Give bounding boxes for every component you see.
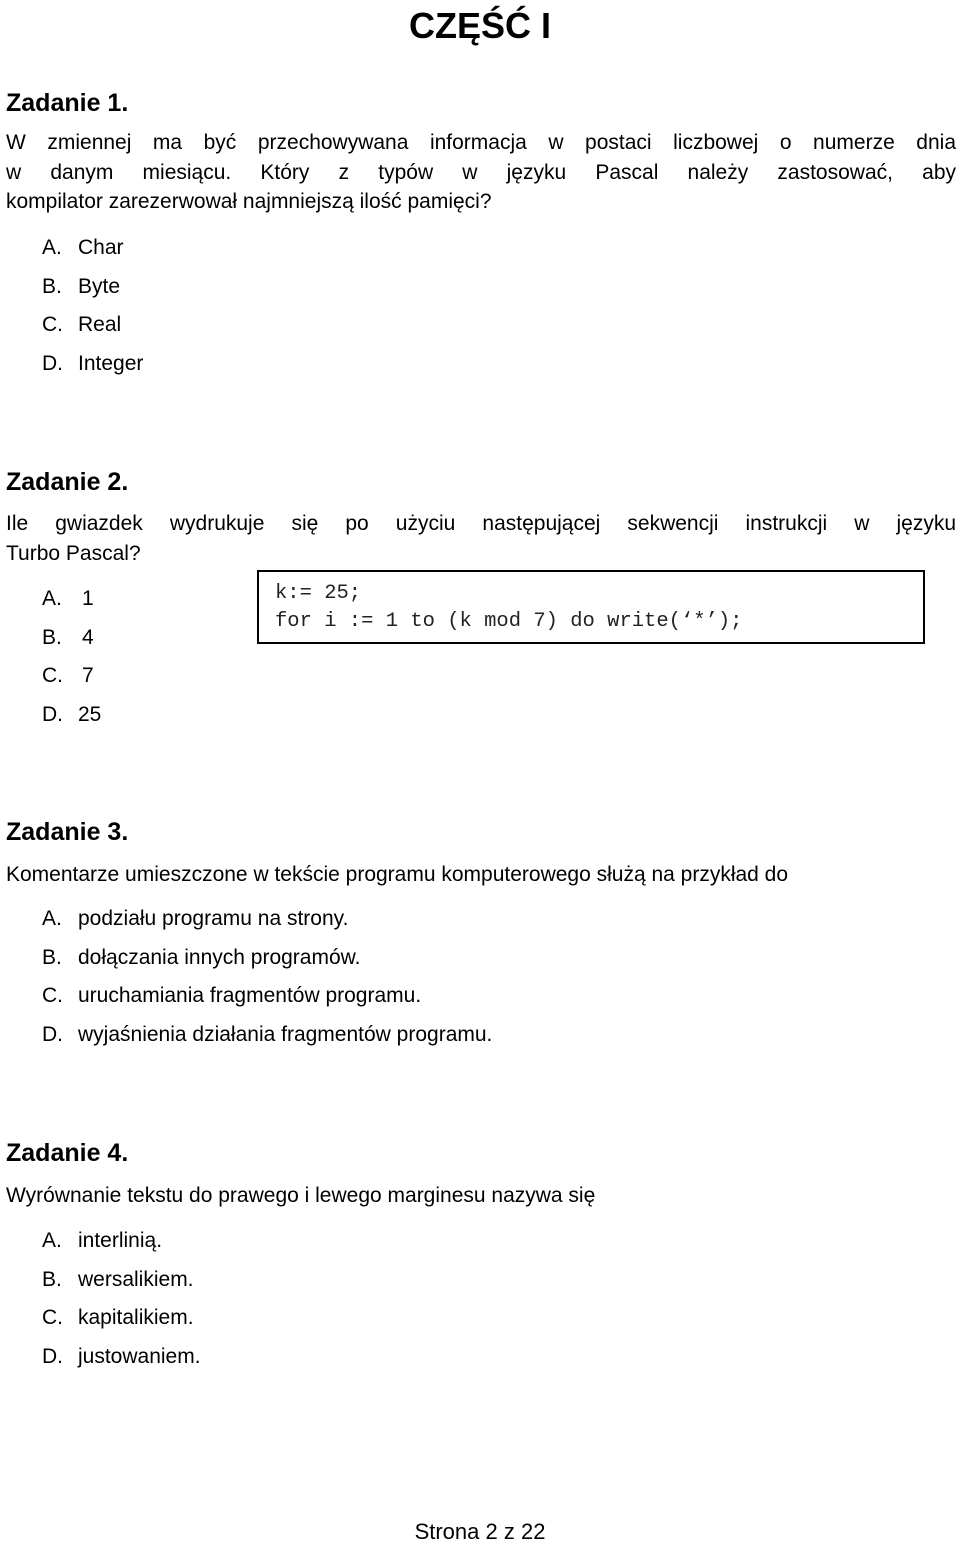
task-4-option-b[interactable] xyxy=(42,1261,201,1300)
option-text: Byte xyxy=(78,274,121,298)
task-2-question-line-1: Ile gwiazdek wydrukuje się po użyciu następującej sekwencji instrukcji w języku xyxy=(6,512,956,535)
option-text: 4 xyxy=(82,625,94,649)
option-letter: D. xyxy=(42,702,63,726)
option-text: Char xyxy=(78,236,124,259)
option-letter: D. xyxy=(42,351,63,375)
task-1-question-line-3: kompilator zarezerwował najmniejszą ilość pamięci? xyxy=(6,190,492,213)
option-text: Integer xyxy=(78,351,144,375)
task-3-options xyxy=(42,900,492,1054)
option-letter: C. xyxy=(42,313,63,336)
task-1-question xyxy=(6,128,956,217)
option-text: wersalikiem. xyxy=(78,1267,194,1291)
task-4-option-a[interactable] xyxy=(42,1222,201,1261)
option-text: podziału programu na strony. xyxy=(78,907,349,930)
option-text: 25 xyxy=(78,702,102,726)
task-1-question-line-2: w danym miesiącu. Który z typów w języku Pascal należy zastosować, aby xyxy=(6,160,956,184)
page-number-footer: Strona 2 z 22 xyxy=(414,1519,546,1544)
task-1-heading: Zadanie 1. xyxy=(6,89,129,117)
task-3-heading: Zadanie 3. xyxy=(6,818,129,846)
option-letter: C. xyxy=(42,984,63,1007)
task-4-option-c[interactable] xyxy=(42,1299,201,1338)
task-3-option-d[interactable] xyxy=(42,1016,492,1055)
option-text: interlinią. xyxy=(78,1229,163,1252)
option-letter: B. xyxy=(42,274,62,298)
option-letter: A. xyxy=(42,236,62,259)
task-1-options xyxy=(42,229,143,383)
task-1-option-a[interactable] xyxy=(42,229,143,268)
task-1-option-b[interactable] xyxy=(42,268,143,307)
task-2-option-a[interactable] xyxy=(42,580,101,619)
option-letter: B. xyxy=(42,1267,62,1291)
task-4-question xyxy=(6,1181,956,1211)
option-text: 1 xyxy=(82,587,94,610)
task-4-heading: Zadanie 4. xyxy=(6,1139,129,1167)
task-2-option-d[interactable] xyxy=(42,696,101,735)
option-letter: A. xyxy=(42,587,62,610)
task-1-option-c[interactable] xyxy=(42,306,143,345)
task-2-heading: Zadanie 2. xyxy=(6,468,129,496)
option-text: dołączania innych programów. xyxy=(78,945,361,969)
option-text: justowaniem. xyxy=(78,1344,201,1368)
task-2-question xyxy=(6,509,956,568)
option-letter: C. xyxy=(42,1306,63,1329)
option-text: wyjaśnienia działania fragmentów programu. xyxy=(78,1022,493,1046)
option-text: 7 xyxy=(82,664,94,687)
option-text: Real xyxy=(78,313,122,336)
task-2-question-line-2: Turbo Pascal? xyxy=(6,541,141,565)
code-snippet-box xyxy=(257,570,925,644)
option-letter: C. xyxy=(42,664,63,687)
option-letter: B. xyxy=(42,625,62,649)
option-letter: A. xyxy=(42,907,62,930)
code-line-2: for i := 1 to (k mod 7) do write(‘*’); xyxy=(275,610,743,633)
option-text: uruchamiania fragmentów programu. xyxy=(78,984,422,1007)
task-3-question xyxy=(6,860,956,890)
task-4-option-d[interactable] xyxy=(42,1338,201,1377)
task-3-option-a[interactable] xyxy=(42,900,492,939)
option-letter: D. xyxy=(42,1344,63,1368)
task-3-option-c[interactable] xyxy=(42,977,492,1016)
task-2-option-c[interactable] xyxy=(42,657,101,696)
option-letter: A. xyxy=(42,1229,62,1252)
task-1-option-d[interactable] xyxy=(42,345,143,384)
code-line-1: k:= 25; xyxy=(275,582,362,605)
task-4-options xyxy=(42,1222,201,1376)
task-2-options xyxy=(42,580,101,734)
task-4-question-line-1: Wyrównanie tekstu do prawego i lewego marginesu nazywa się xyxy=(6,1184,596,1207)
task-3-question-line-1: Komentarze umieszczone w tekście programu komputerowego służą na przykład do xyxy=(6,863,789,886)
part-title: CZĘŚĆ I xyxy=(408,5,551,46)
option-letter: D. xyxy=(42,1022,63,1046)
option-letter: B. xyxy=(42,945,62,969)
task-3-option-b[interactable] xyxy=(42,939,492,978)
task-1-question-line-1: W zmiennej ma być przechowywana informacja w postaci liczbowej o numerze dnia xyxy=(6,131,956,154)
option-text: kapitalikiem. xyxy=(78,1306,194,1329)
task-2-option-b[interactable] xyxy=(42,619,101,658)
